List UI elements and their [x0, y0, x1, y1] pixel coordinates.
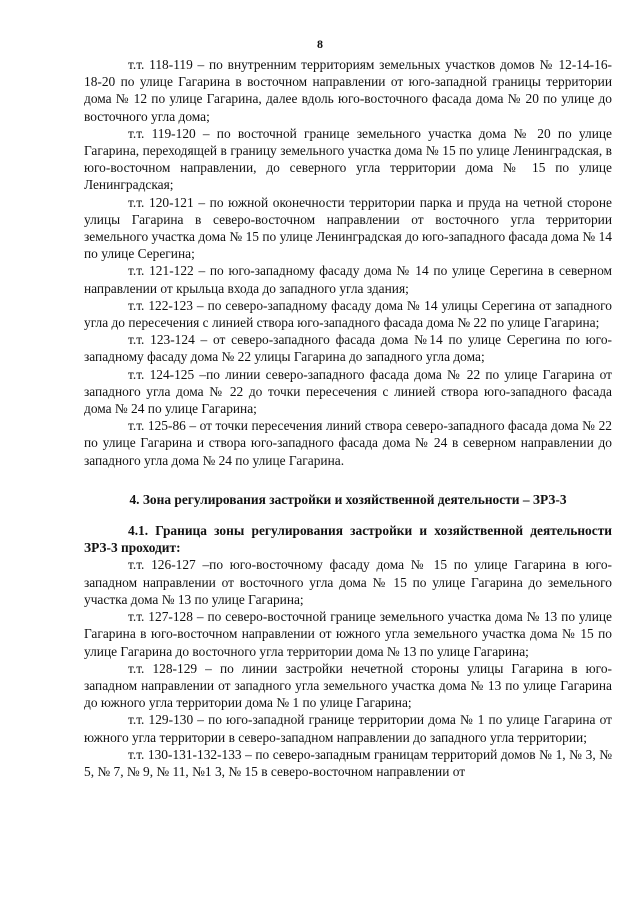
document-body: [84, 56, 612, 780]
paragraph: т.т. 127-128 – по северо-восточной границе земельного участка дома № 13 по улице Гагарина в юго-восточном направлении от южного угла земельного участка дома № 15 по улице Гагарина до восточного угла территории дома № 13 по улице Гагарина;: [84, 609, 612, 659]
paragraph: т.т. 128-129 – по линии застройки нечетной стороны улицы Гагарина в юго-западном направлении от западного угла земельного участка дома № 13 по улице Гагарина до южного угла территории дома № 1 по улице Гагарина;: [84, 660, 612, 711]
paragraph: т.т. 124-125 –по линии северо-западного фасада дома № 22 по улице Гагарина от западного угла дома № 22 до точки пересечения с линией створа юго-западного фасада дома № 24 по улице Гагарина;: [84, 366, 612, 417]
paragraph: т.т. 130-131-132-133 – по северо-западным границам территорий домов № 1, № 3, № 5, № 7, № 9, № 11, №1 3, № 15 в северо-восточном направлении от: [84, 746, 612, 779]
paragraph: т.т. 121-122 – по юго-западному фасаду дома № 14 по улице Серегина в северном направлении от крыльца входа до западного угла здания;: [84, 263, 612, 296]
paragraph: т.т. 126-127 –по юго-восточному фасаду дома № 15 по улице Гагарина в юго-западном направлении от восточного угла дома № 15 по улице Гагарина до земельного участка дома № 13 по улице Гагарина;: [84, 557, 612, 607]
paragraph: т.т. 125-86 – от точки пересечения линий створа северо-западного фасада дома № 22 по улице Гагарина и створа юго-западного фасада дома № 24 в северном направлении до западного угла дома № 24 по улице Гагарина.: [84, 418, 612, 468]
paragraph: т.т. 118-119 – по внутренним территориям земельных участков домов № 12-14-16-18-20 по улице Гагарина в восточном направлении от юго-западной границы территории дома № 12 по улице Гагарина, далее вдоль юго-восточного фасада дома № 20 по улице до восточного угла дома;: [84, 57, 612, 124]
paragraph: т.т. 119-120 – по восточной границе земельного участка дома № 20 по улице Гагарина, переходящей в границу земельного участка дома № 15 по улице Ленинградская, в юго-восточном направлении, до северного угла территории дома № 15 по улице Ленинградская;: [84, 125, 612, 193]
paragraph: т.т. 120-121 – по южной оконечности территории парка и пруда на четной стороне улицы Гагарина в северо-восточном направлении от восточного угла территории земельного участка дома № 15 по улице Ленинградская до юго-западного фасада дома № 14 по улице Серегина;: [84, 194, 612, 262]
page-number: 8: [317, 37, 323, 51]
subsection-heading: 4.1. Граница зоны регулирования застройки и хозяйственной деятельности ЗРЗ-3 проходит:: [84, 523, 612, 556]
paragraph: т.т. 129-130 – по юго-западной границе территории дома № 1 по улице Гагарина от южного угла территории в северо-западном направлении до западного угла территории;: [84, 712, 612, 745]
paragraph: т.т. 123-124 – от северо-западного фасада дома №14 по улице Серегина по юго-западному фасаду дома № 22 улицы Гагарина до западного угла дома;: [84, 332, 612, 365]
paragraph: т.т. 122-123 – по северо-западному фасаду дома № 14 улицы Серегина от западного угла до пересечения с линией створа юго-западного фасада дома № 22 по улице Гагарина;: [84, 297, 612, 331]
section-heading: 4. Зона регулирования застройки и хозяйственной деятельности – ЗРЗ-3: [129, 491, 567, 507]
